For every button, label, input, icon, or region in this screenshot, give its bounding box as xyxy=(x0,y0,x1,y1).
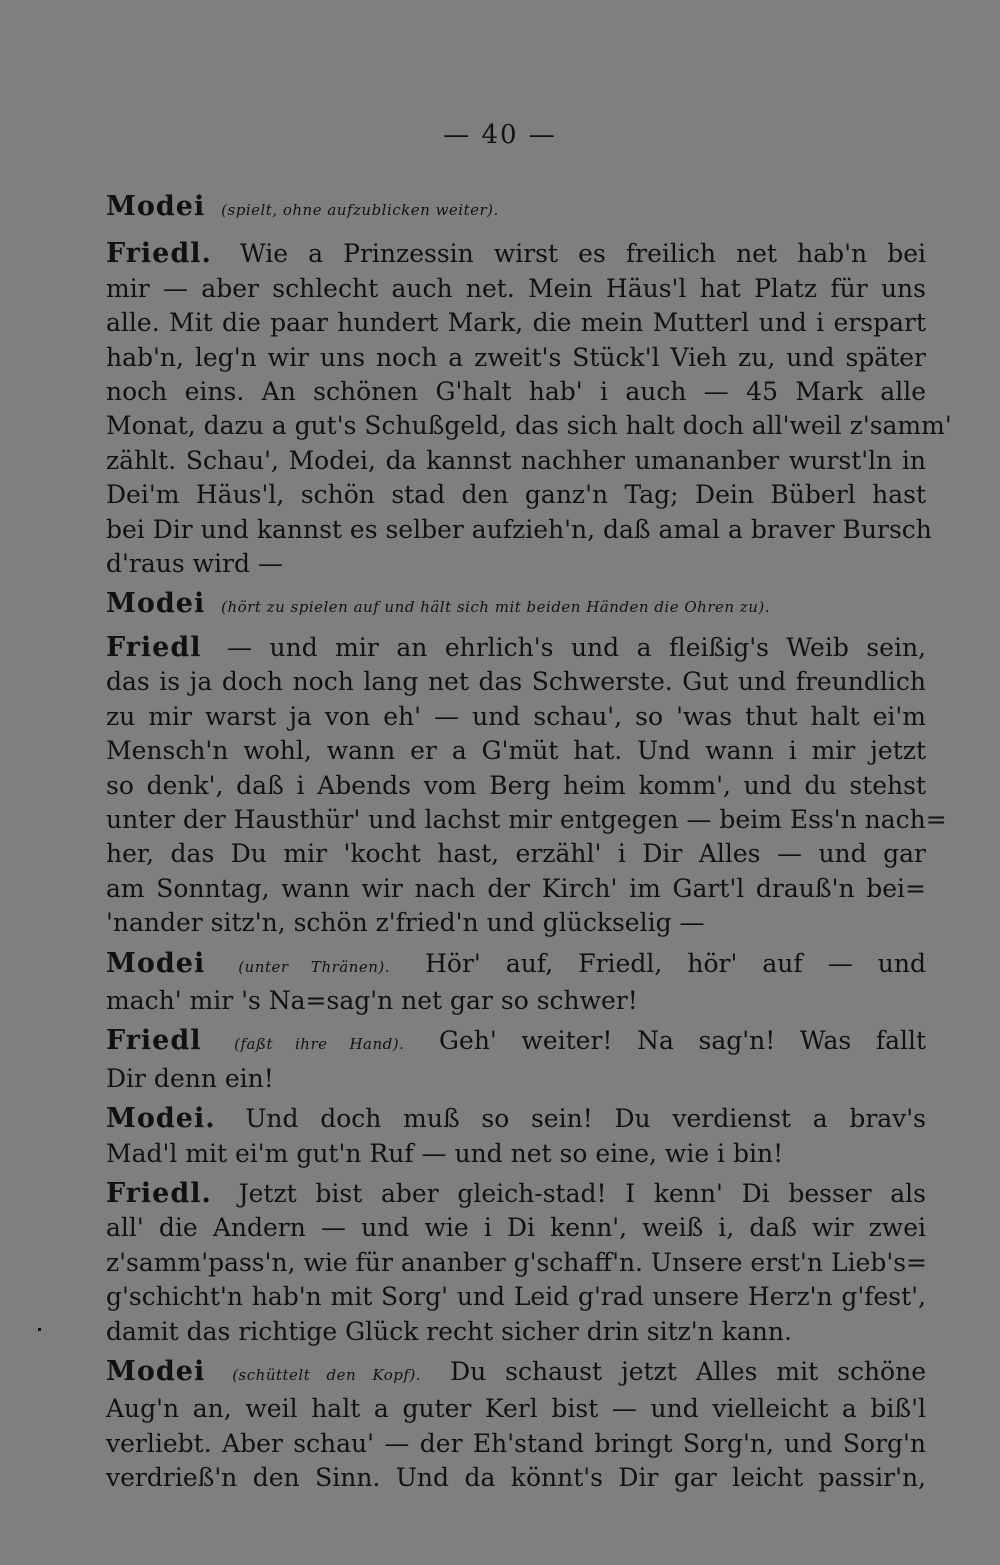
dialogue-paragraph xyxy=(106,947,926,1019)
dialogue-line: Du schaust jetzt Alles mit schöne xyxy=(450,1357,926,1386)
speaker-name: Friedl. xyxy=(106,1177,212,1209)
dialogue-text xyxy=(106,190,952,1502)
dialogue-line: Aug'n an, weil halt a guter Kerl bist — und vielleicht a biß'l xyxy=(106,1394,926,1424)
dialogue-paragraph xyxy=(106,1355,926,1496)
dialogue-line: Jetzt bist aber gleich-stad! I kenn' Di besser als xyxy=(238,1178,926,1208)
dialogue-line: Dir denn ein! xyxy=(106,1063,274,1093)
dialogue-line: Mensch'n wohl, wann er a G'müt hat. Und wann i mir jetzt xyxy=(106,736,926,766)
text-line xyxy=(106,587,926,624)
dialogue-line: z'samm'pass'n, wie für ananber g'schaff'n. Unsere erst'n Lieb's= xyxy=(106,1247,928,1277)
speaker-name: Friedl xyxy=(106,1025,202,1057)
text-line xyxy=(106,947,926,984)
dialogue-line: Dei'm Häus'l, schön stad den ganz'n Tag; Dein Büberl hast xyxy=(106,480,926,510)
dialogue-paragraph xyxy=(106,1102,926,1171)
dialogue-line: Mad'l mit ei'm gut'n Ruf — und net so eine, wie i bin! xyxy=(106,1138,784,1168)
dialogue-paragraph xyxy=(106,1024,926,1096)
dialogue-line: verdrieß'n den Sinn. Und da könnt's Dir gar leicht passir'n, xyxy=(106,1463,926,1493)
dialogue-line: das is ja doch noch lang net das Schwerste. Gut und freundlich xyxy=(106,667,926,697)
print-speck xyxy=(38,1328,41,1331)
dialogue-line: zählt. Schau', Modei, da kannst nachher umananber wurst'ln in xyxy=(106,445,926,475)
dialogue-paragraph xyxy=(106,237,952,581)
dialogue-line: alle. Mit die paar hundert Mark, die mein Mutterl und i erspart xyxy=(106,308,926,338)
dialogue-line: — und mir an ehrlich's und a fleißig's Weib sein, xyxy=(227,632,927,662)
dialogue-line: noch eins. An schönen G'halt hab' i auch — 45 Mark alle xyxy=(106,377,926,407)
stage-direction: (faßt ihre Hand). xyxy=(234,1035,405,1054)
speaker-name: Modei. xyxy=(106,1103,216,1135)
speaker-name: Friedl xyxy=(106,631,202,663)
speaker-name: Modei xyxy=(106,191,206,222)
dialogue-line: Wie a Prinzessin wirst es freilich net hab'n bei xyxy=(240,239,926,269)
text-line xyxy=(106,1102,926,1136)
text-line xyxy=(106,1024,926,1061)
text-line xyxy=(106,190,926,227)
dialogue-line: g'schicht'n hab'n mit Sorg' und Leid g'rad unsere Herz'n g'fest', xyxy=(106,1282,926,1312)
dialogue-line: Monat, dazu a gut's Schußgeld, das sich halt doch all'weil z'samm' xyxy=(106,411,952,441)
dialogue-line: damit das richtige Glück recht sicher drin sitz'n kann. xyxy=(106,1316,792,1346)
dialogue-line: unter der Hausthür' und lachst mir entgegen — beim Ess'n nach= xyxy=(106,804,947,834)
dialogue-line: Geh' weiter! Na sag'n! Was fallt xyxy=(439,1026,927,1056)
stage-direction: (hört zu spielen auf und hält sich mit beiden Händen die Ohren zu). xyxy=(221,598,770,617)
dialogue-line: her, das Du mir 'kocht hast, erzähl' i Dir Alles — und gar xyxy=(106,839,926,869)
dialogue-line: mir — aber schlecht auch net. Mein Häus'l hat Platz für uns xyxy=(106,273,926,303)
stage-direction: (unter Thränen). xyxy=(238,957,391,976)
dialogue-line: d'raus wird — xyxy=(106,549,283,579)
dialogue-line: Und doch muß so sein! Du verdienst a brav's xyxy=(245,1104,927,1134)
dialogue-line: so denk', daß i Abends vom Berg heim komm', und du stehst xyxy=(106,770,926,800)
page-number: — 40 — xyxy=(443,120,557,150)
stage-direction: (schüttelt den Kopf). xyxy=(232,1366,422,1384)
dialogue-line: all' die Andern — und wie i Di kenn', weiß i, daß wir zwei xyxy=(106,1213,926,1243)
dialogue-line: verliebt. Aber schau' — der Eh'stand bringt Sorg'n, und Sorg'n xyxy=(106,1428,926,1458)
dialogue-paragraph xyxy=(106,1177,926,1349)
text-line xyxy=(106,631,926,665)
speaker-name: Modei xyxy=(106,947,206,979)
dialogue-line: zu mir warst ja von eh' — und schau', so 'was thut halt ei'm xyxy=(106,701,926,731)
dialogue-line: hab'n, leg'n wir uns noch a zweit's Stück'l Vieh zu, und später xyxy=(106,342,926,372)
speaker-name: Modei xyxy=(106,588,206,620)
speaker-name: Modei xyxy=(106,1356,206,1387)
text-line xyxy=(106,1355,926,1392)
dialogue-line: 'nander sitz'n, schön z'fried'n und glückselig — xyxy=(106,908,705,938)
dialogue-paragraph xyxy=(106,631,947,941)
speaker-name: Friedl. xyxy=(106,238,212,270)
dialogue-line: mach' mir 's Na=sag'n net gar so schwer! xyxy=(106,985,638,1015)
dialogue-paragraph xyxy=(106,587,926,624)
dialogue-paragraph xyxy=(106,190,926,227)
text-line xyxy=(106,237,926,271)
dialogue-line: Hör' auf, Friedl, hör' auf — und xyxy=(425,948,926,978)
dialogue-line: bei Dir und kannst es selber aufzieh'n, daß amal a braver Bursch xyxy=(106,514,932,544)
text-line xyxy=(106,1177,926,1211)
stage-direction: (spielt, ohne aufzublicken weiter). xyxy=(221,201,499,219)
dialogue-line: am Sonntag, wann wir nach der Kirch' im Gart'l drauß'n bei= xyxy=(106,873,926,903)
